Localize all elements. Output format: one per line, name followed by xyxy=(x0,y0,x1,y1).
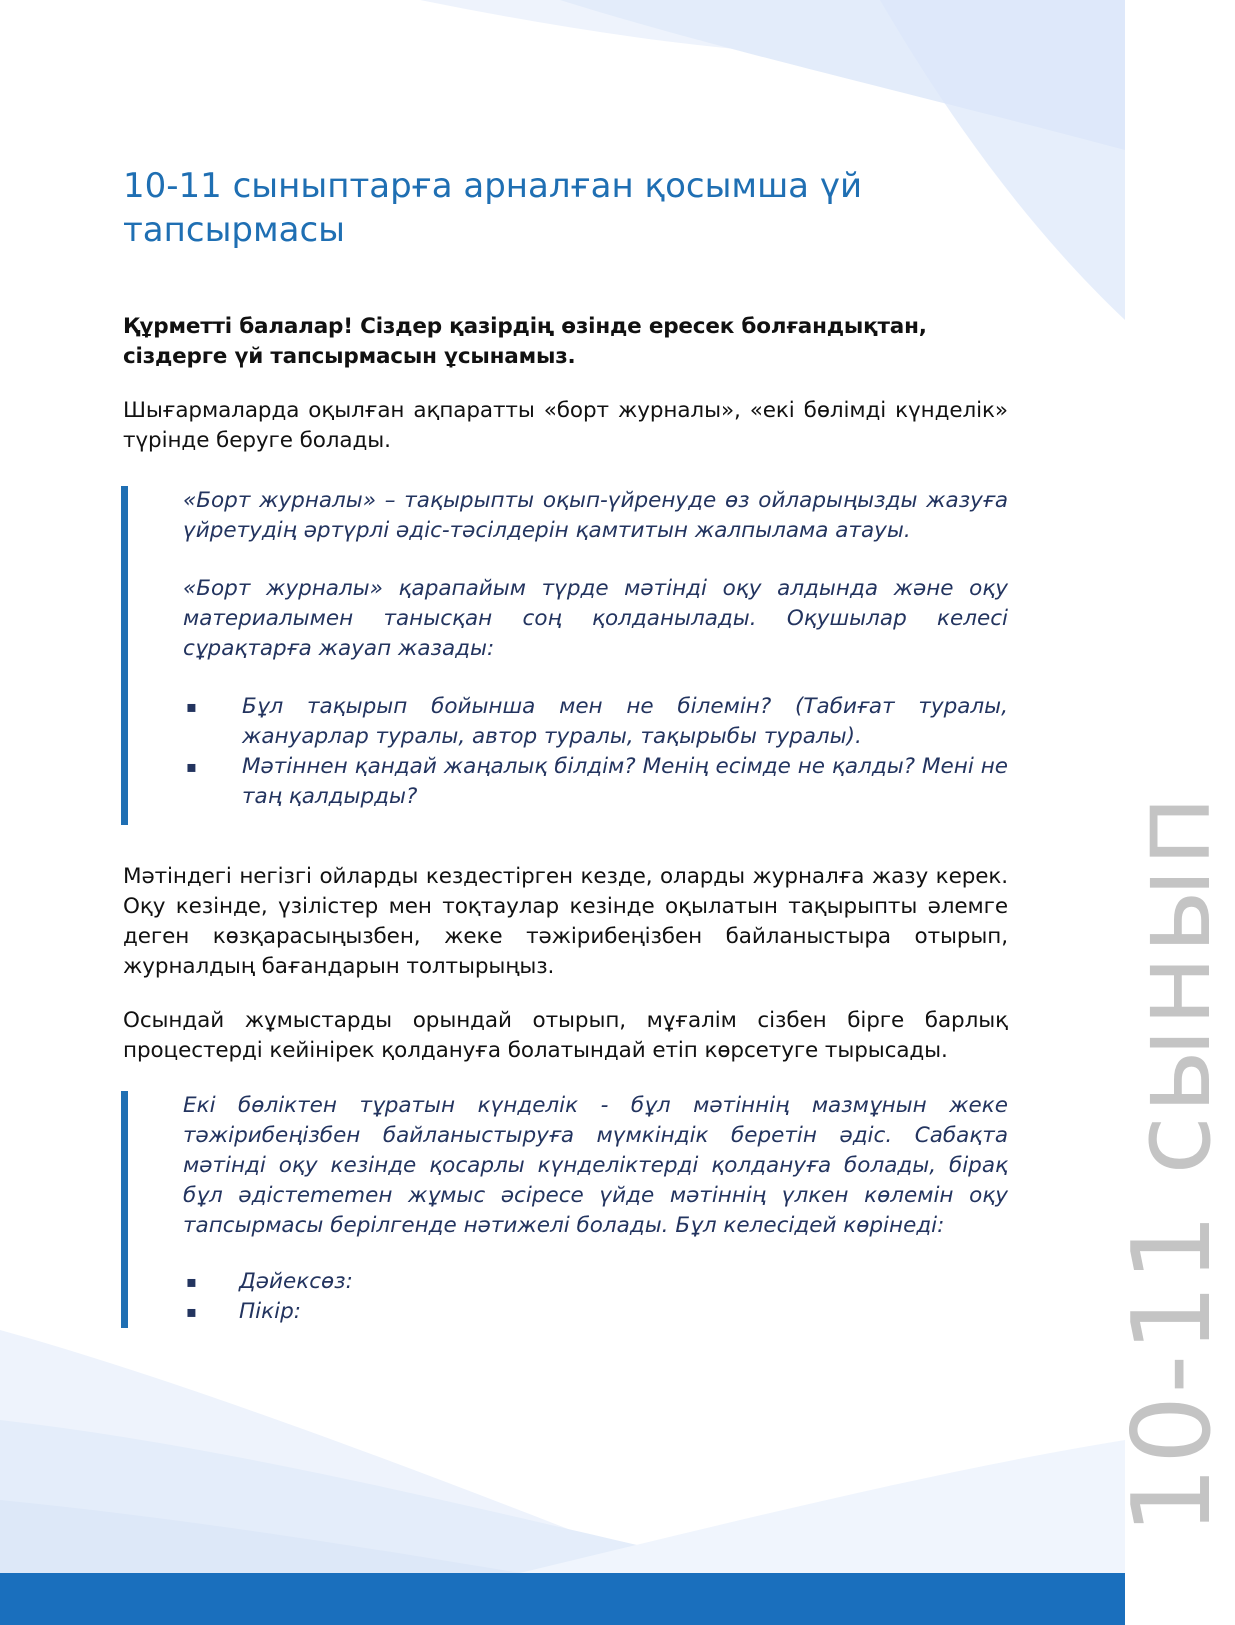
quote-block-1 xyxy=(121,486,1008,825)
paragraph-1: Шығармаларда оқылған ақпаратты «борт журналы», «екі бөлімді күнделік» түрінде беруге болады. xyxy=(123,398,1008,453)
bullet-icon: ▪ xyxy=(186,1302,197,1321)
quote-2-list xyxy=(183,1267,1008,1327)
paragraph-2: Мәтіндегі негізгі ойларды кездестірген кезде, оларды журналға жазу керек. Оқу кезінде, үзілістер мен тоқтаулар кезінде оқылатын тақырыпты әлемге деген көзқарасыңызбен, жеке тәжірибеңізбен байланыстыра отырып, журналдың бағандарын толтырыңыз. xyxy=(123,864,1008,979)
bullet-icon: ▪ xyxy=(186,1272,197,1291)
list-item-text: Пікір: xyxy=(239,1299,301,1324)
paragraph-3: Осындай жұмыстарды орындай отырып, мұғалім сізбен бірге барлық процестерді кейінірек қолдануға болатындай етіп көрсетуге тырысады. xyxy=(123,1008,1008,1063)
list-item-text: Мәтіннен қандай жаңалық білдім? Менің есімде не қалды? Мені не таң қалдырды? xyxy=(242,754,1008,809)
list-item-text: Бұл тақырып бойынша мен не білемін? (Табиғат туралы, жануарлар туралы, автор туралы, тақырыбы туралы). xyxy=(242,694,1008,749)
list-item-text: Дәйексөз: xyxy=(239,1269,353,1294)
grade-side-label: 10-11 сынып xyxy=(1110,793,1235,1535)
quote-block-2 xyxy=(121,1091,1008,1328)
list-item xyxy=(183,1267,1008,1297)
list-item xyxy=(183,1297,1008,1327)
quote-1-list xyxy=(183,692,1008,812)
bullet-icon: ▪ xyxy=(186,697,197,716)
quote-1-paragraph-b: «Борт журналы» қарапайым түрде мәтінді оқу алдында және оқу материалымен танысқан соң қолданылады. Оқушылар келесі сұрақтарға жауап жазады: xyxy=(183,576,1008,661)
list-item xyxy=(183,692,1008,752)
list-item xyxy=(183,752,1008,812)
page-title: 10-11 сыныптарға арналған қосымша үй тапсырмасы xyxy=(123,166,863,250)
bullet-icon: ▪ xyxy=(186,757,197,776)
intro-text: Құрметті балалар! Сіздер қазірдің өзінде ересек болғандықтан, сіздерге үй тапсырмасын ұсынамыз. xyxy=(123,314,927,369)
footer-bar xyxy=(0,1573,1125,1625)
quote-2-paragraph-a: Екі бөліктен тұратын күнделік - бұл мәтіннің мазмұнын жеке тәжірибеңізбен байланыстыруға мүмкіндік беретін әдіс. Сабақта мәтінді оқу кезінде қосарлы күнделіктерді қолдануға болады, бірақ бұл әдістememен жұмыс әсіресе үйде мәтіннің үлкен көлемін оқу тапсырмасы берілгенде нәтижелі болады. Бұл келесідей көрінеді: xyxy=(183,1093,1008,1238)
quote-1-paragraph-a: «Борт журналы» – тақырыпты оқып-үйренуде өз ойларыңызды жазуға үйретудің әртүрлі әдіс-тәсілдерін қамтитын жалпылама атауы. xyxy=(183,488,1008,543)
